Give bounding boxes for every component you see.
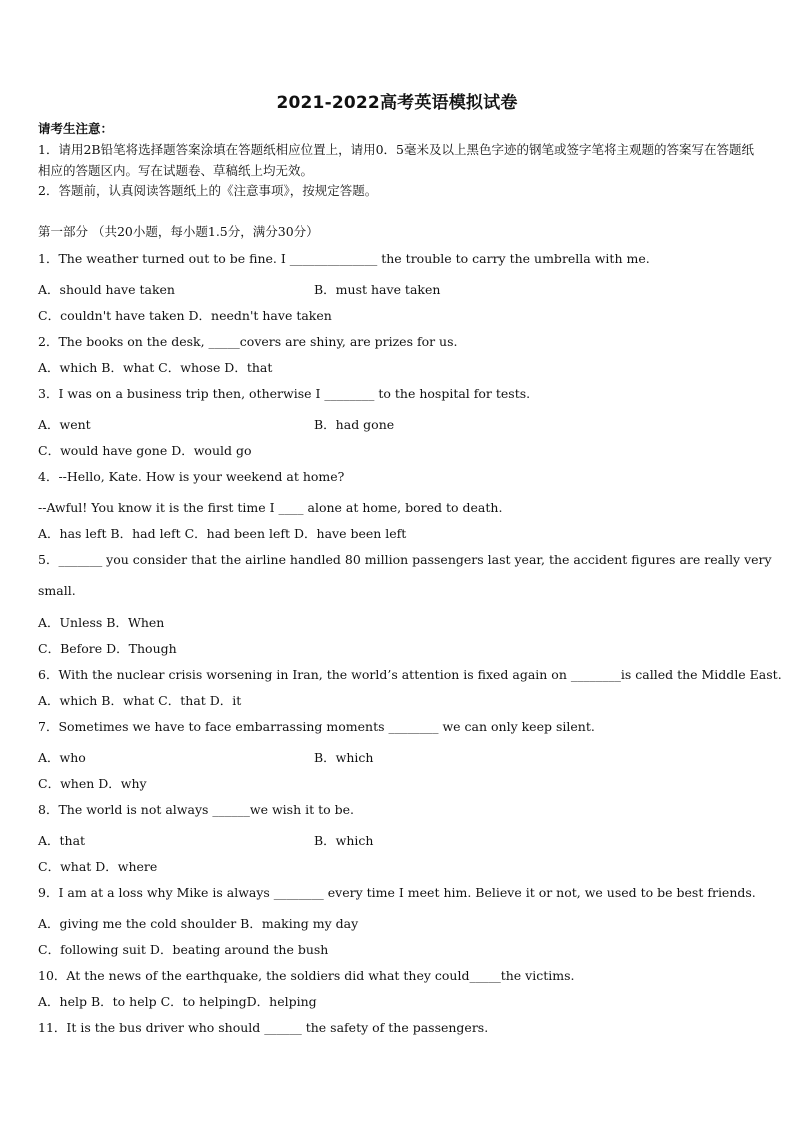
q7-option-a: A．who [38, 750, 86, 765]
q7-stem: 7．Sometimes we have to face embarrassing moments ________ we can only keep silent. [38, 719, 595, 734]
q8-option-b: B．which [314, 833, 374, 848]
q5-stem: 5．_______ you consider that the airline handled 80 million passengers last year, the accident figures are really very [38, 552, 772, 567]
page-title: 2021-2022高考英语模拟试卷 [276, 93, 518, 113]
q2-options: A．which B．what C．whose D．that [38, 360, 273, 375]
q10-options: A．help B．to help C．to helpingD．helping [38, 994, 317, 1009]
q4-stem-1: 4．--Hello, Kate. How is your weekend at home? [38, 469, 345, 484]
q8-options-cd: C．what D．where [38, 859, 158, 874]
q4-options: A．has left B．had left C．had been left D．have been left [38, 526, 407, 541]
q10-stem: 10．At the news of the earthquake, the soldiers did what they could_____the victims. [38, 968, 575, 983]
q6-options: A．which B．what C．that D．it [38, 693, 242, 708]
q1-option-b: B．must have taken [314, 282, 441, 297]
q3-stem: 3．I was on a business trip then, otherwise I ________ to the hospital for tests. [38, 386, 531, 401]
q5-options-ab: A．Unless B．When [38, 615, 165, 630]
notice-heading: 请考生注意： [38, 121, 114, 136]
q9-stem: 9．I am at a loss why Mike is always ________ every time I meet him. Believe it or not, we used to be best friends. [38, 885, 756, 900]
q1-option-a: A．should have taken [38, 282, 175, 297]
section-heading: 第一部分 （共20小题，每小题1.5分，满分30分） [38, 224, 319, 239]
q1-options-cd: C．couldn't have taken D．needn't have taken [38, 308, 332, 323]
q3-options-cd: C．would have gone D．would go [38, 443, 252, 458]
q2-stem: 2．The books on the desk, _____covers are shiny, are prizes for us. [38, 334, 458, 349]
q7-option-b: B．which [314, 750, 374, 765]
q9-options-ab: A．giving me the cold shoulder B．making my day [38, 916, 359, 931]
notice-item-2: 2．答题前，认真阅读答题纸上的《注意事项》，按规定答题。 [38, 183, 378, 198]
q8-option-a: A．that [38, 833, 86, 848]
q6-stem: 6．With the nuclear crisis worsening in Iran, the world’s attention is fixed again on ________is called the Middle East. [38, 667, 782, 682]
q1-stem: 1．The weather turned out to be fine. I ______________ the trouble to carry the umbrella with me. [38, 251, 650, 266]
notice-item-1: 1．请用2B铅笔将选择题答案涂填在答题纸相应位置上，请用0．5毫米及以上黑色字迹的钢笔或签字笔将主观题的答案写在答题纸相应的答题区内。写在试题卷、草稿纸上均无效。 [38, 142, 754, 178]
q7-options-cd: C．when D．why [38, 776, 147, 791]
q8-stem: 8．The world is not always ______we wish it to be. [38, 802, 354, 817]
q5-options-cd: C．Before D．Though [38, 641, 177, 656]
q3-option-b: B．had gone [314, 417, 395, 432]
q5-stem-cont: small. [38, 583, 76, 598]
q11-stem: 11．It is the bus driver who should ______ the safety of the passengers. [38, 1020, 489, 1035]
q4-stem-2: --Awful! You know it is the first time I ____ alone at home, bored to death. [38, 500, 503, 515]
q9-options-cd: C．following suit D．beating around the bush [38, 942, 329, 957]
q3-option-a: A．went [38, 417, 91, 432]
